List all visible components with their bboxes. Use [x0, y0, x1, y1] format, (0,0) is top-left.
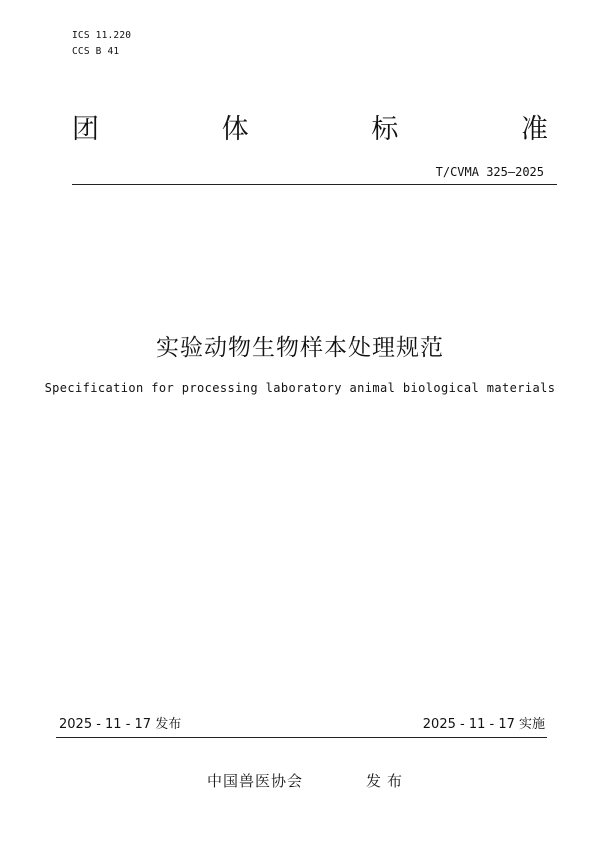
document-title-chinese: 实验动物生物样本处理规范 — [156, 335, 444, 361]
ccs-code: CCS B 41 — [72, 46, 120, 57]
standard-type-char: 标 — [371, 114, 399, 145]
standard-type-char: 团 — [72, 114, 99, 145]
issue-date: 2025 - 11 - 17 发布 — [59, 717, 182, 732]
header-divider — [72, 184, 557, 185]
footer-divider — [56, 737, 547, 738]
implementation-date: 2025 - 11 - 17 实施 — [422, 717, 545, 732]
standard-type-char: 体 — [221, 114, 249, 145]
standard-number: T/CVMA 325—2025 — [435, 165, 544, 179]
publisher-name: 中国兽医协会 — [207, 772, 304, 790]
ics-code: ICS 11.220 — [72, 30, 132, 41]
standard-type-heading — [72, 112, 548, 148]
publish-label: 发布 — [366, 772, 409, 790]
standard-type-char: 准 — [520, 114, 548, 145]
document-title-english: Specification for processing laboratory animal biological materials — [44, 381, 556, 395]
